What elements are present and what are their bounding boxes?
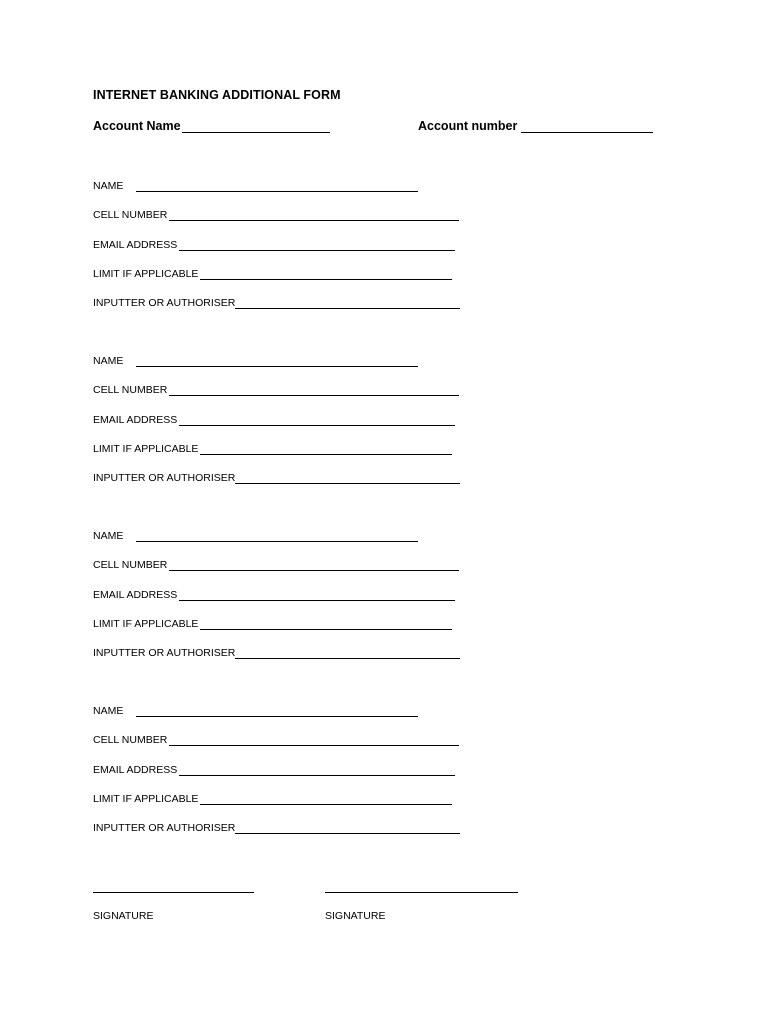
inputter-or-authoriser-label: INPUTTER OR AUTHORISER bbox=[93, 297, 236, 309]
user-2-cell-number-row bbox=[93, 384, 459, 396]
user-2-name-row bbox=[93, 355, 418, 367]
limit-field[interactable] bbox=[200, 793, 452, 805]
cell-number-field[interactable] bbox=[169, 384, 459, 396]
user-3-email-address-row bbox=[93, 589, 455, 601]
account-number-field[interactable] bbox=[521, 119, 653, 133]
cell-number-label: CELL NUMBER bbox=[93, 559, 168, 571]
name-label: NAME bbox=[93, 180, 124, 192]
user-2-inputter-or-authoriser-row bbox=[93, 472, 460, 484]
user-1-inputter-or-authoriser-row bbox=[93, 297, 460, 309]
inputter-or-authoriser-label: INPUTTER OR AUTHORISER bbox=[93, 647, 236, 659]
name-label: NAME bbox=[93, 530, 124, 542]
account-number-row bbox=[418, 119, 653, 133]
email-address-label: EMAIL ADDRESS bbox=[93, 589, 178, 601]
user-1-email-address-row bbox=[93, 239, 455, 251]
email-address-label: EMAIL ADDRESS bbox=[93, 414, 178, 426]
cell-number-label: CELL NUMBER bbox=[93, 209, 168, 221]
user-2-limit-row bbox=[93, 443, 452, 455]
name-field[interactable] bbox=[136, 530, 418, 542]
account-number-label: Account number bbox=[418, 119, 518, 133]
limit-label: LIMIT IF APPLICABLE bbox=[93, 618, 199, 630]
limit-label: LIMIT IF APPLICABLE bbox=[93, 268, 199, 280]
user-3-cell-number-row bbox=[93, 559, 459, 571]
name-field[interactable] bbox=[136, 355, 418, 367]
name-label: NAME bbox=[93, 705, 124, 717]
limit-field[interactable] bbox=[200, 443, 452, 455]
user-4-email-address-row bbox=[93, 764, 455, 776]
user-4-inputter-or-authoriser-row bbox=[93, 822, 460, 834]
limit-field[interactable] bbox=[200, 618, 452, 630]
signature-line-2[interactable] bbox=[325, 892, 518, 893]
inputter-or-authoriser-field[interactable] bbox=[235, 472, 460, 484]
user-1-limit-row bbox=[93, 268, 452, 280]
email-address-field[interactable] bbox=[179, 239, 455, 251]
cell-number-field[interactable] bbox=[169, 734, 459, 746]
cell-number-field[interactable] bbox=[169, 209, 459, 221]
account-name-field[interactable] bbox=[182, 119, 330, 133]
name-field[interactable] bbox=[136, 705, 418, 717]
email-address-field[interactable] bbox=[179, 764, 455, 776]
user-4-limit-row bbox=[93, 793, 452, 805]
limit-label: LIMIT IF APPLICABLE bbox=[93, 443, 199, 455]
user-1-cell-number-row bbox=[93, 209, 459, 221]
user-1-name-row bbox=[93, 180, 418, 192]
inputter-or-authoriser-field[interactable] bbox=[235, 647, 460, 659]
account-name-row bbox=[93, 119, 330, 133]
inputter-or-authoriser-field[interactable] bbox=[235, 297, 460, 309]
email-address-field[interactable] bbox=[179, 414, 455, 426]
inputter-or-authoriser-label: INPUTTER OR AUTHORISER bbox=[93, 822, 236, 834]
form-title: INTERNET BANKING ADDITIONAL FORM bbox=[93, 88, 341, 102]
user-3-name-row bbox=[93, 530, 418, 542]
cell-number-label: CELL NUMBER bbox=[93, 384, 168, 396]
name-field[interactable] bbox=[136, 180, 418, 192]
signature-line-1[interactable] bbox=[93, 892, 254, 893]
email-address-label: EMAIL ADDRESS bbox=[93, 764, 178, 776]
email-address-field[interactable] bbox=[179, 589, 455, 601]
account-name-label: Account Name bbox=[93, 119, 181, 133]
signature-label-1: SIGNATURE bbox=[93, 910, 154, 922]
limit-field[interactable] bbox=[200, 268, 452, 280]
user-4-name-row bbox=[93, 705, 418, 717]
cell-number-label: CELL NUMBER bbox=[93, 734, 168, 746]
signature-label-2: SIGNATURE bbox=[325, 910, 386, 922]
user-2-email-address-row bbox=[93, 414, 455, 426]
limit-label: LIMIT IF APPLICABLE bbox=[93, 793, 199, 805]
user-3-inputter-or-authoriser-row bbox=[93, 647, 460, 659]
inputter-or-authoriser-field[interactable] bbox=[235, 822, 460, 834]
user-4-cell-number-row bbox=[93, 734, 459, 746]
cell-number-field[interactable] bbox=[169, 559, 459, 571]
name-label: NAME bbox=[93, 355, 124, 367]
email-address-label: EMAIL ADDRESS bbox=[93, 239, 178, 251]
inputter-or-authoriser-label: INPUTTER OR AUTHORISER bbox=[93, 472, 236, 484]
user-3-limit-row bbox=[93, 618, 452, 630]
